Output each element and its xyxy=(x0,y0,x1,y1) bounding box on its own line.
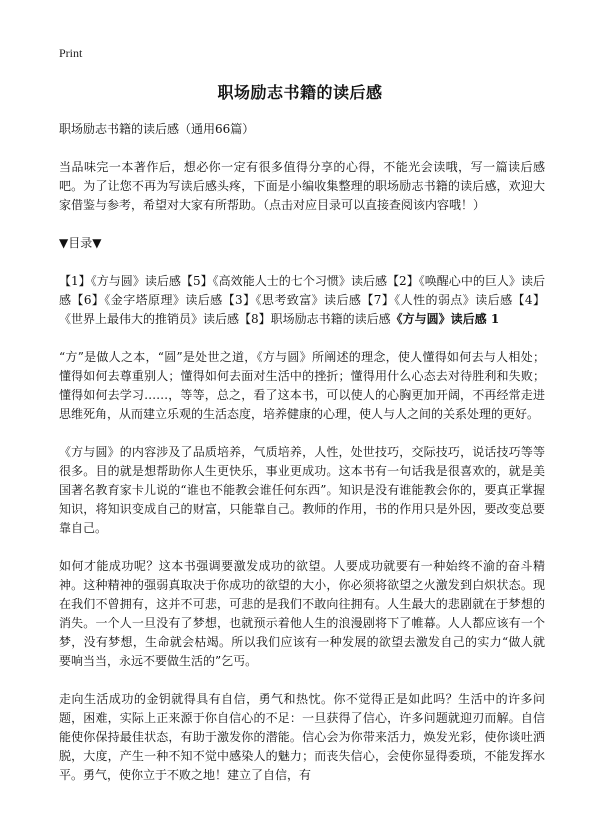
body-paragraph-1: “方”是做人之本，“圆”是处世之道，《方与圆》所阐述的理念，使人懂得如何去与人相处；懂得如何去尊重别人；懂得如何去面对生活中的挫折；懂得用什么心态去对待胜利和失败；懂得如何去学习……，等等，总之，看了这本书，可以使人的心胸更加开阔，不再经常走进思维死角，从而建立乐观的生活态度，培养健康的心理，使人与人之间的关系处理的更好。 xyxy=(59,350,545,421)
body-paragraph-2: 《方与圆》的内容涉及了品质培养，气质培养，人性，处世技巧，交际技巧，说话技巧等等很多。目的就是想帮助你人生更快乐，事业更成功。这本书有一句话我是很喜欢的，就是美国著名教育家卡儿说的“谁也不能教会谁任何东西”。知识是没有谁能教会你的，要真正掌握知识，将知识变成自己的财富，只能靠自己。教师的作用，书的作用只是外因，要改变总要靠自己。 xyxy=(59,445,545,535)
intro-paragraph: 当品味完一本著作后，想必你一定有很多值得分享的心得，不能光会读哦，写一篇读后感吧。为了让您不再为写读后感头疼，下面是小编收集整理的职场励志书籍的读后感，欢迎大家借鉴与参考，希望对大家有所帮助。（点击对应目录可以直接查阅该内容哦！） xyxy=(59,160,545,212)
body-paragraph-3: 如何才能成功呢？这本书强调要激发成功的欲望。人要成功就要有一种始终不渝的奋斗精神。这种精神的强弱真取决于你成功的欲望的大小，你必须将欲望之火激发到白炽状态。现在我们不曾拥有，这并不可悲，可悲的是我们不敢向往拥有。人生最大的悲剧就在于梦想的消失。一个人一旦没有了梦想，也就预示着他人生的浪漫剧将下了帷幕。人人都应该有一个梦，没有梦想，生命就会枯竭。所以我们应该有一种发展的欲望去激发自己的实力“做人就要响当当，永远不要做生活的”乞丐。 xyxy=(59,559,545,668)
print-link[interactable]: Print xyxy=(59,46,83,60)
article-subtitle: 职场励志书籍的读后感（通用66篇） xyxy=(59,122,255,136)
page-title: 职场励志书籍的读后感 xyxy=(217,83,383,102)
toc-label: ▼目录▼ xyxy=(59,236,102,250)
table-of-contents xyxy=(59,272,545,329)
toc-links[interactable]: 【1】《方与圆》读后感【5】《高效能人士的七个习惯》读后感【2】《唤醒心中的巨人》读后感【6】《金字塔原理》读后感【3】《思考致富》读后感【7】《人性的弱点》读后感【4】《世界上最伟大的推销员》读后感【8】职场励志书籍的读后感 xyxy=(59,274,545,326)
body-paragraph-4: 走向生活成功的金钥就得具有自信，勇气和热忱。你不觉得正是如此吗？生活中的许多问题，困难，实际上正来源于你自信心的不足：一旦获得了信心，许多问题就迎刃而解。自信能使你保持最佳状态，有助于激发你的潜能。信心会为你带来活力，焕发光彩，使你谈吐洒脱，大度，产生一种不知不觉中感染人的魅力；而丧失信心，会使你显得委琐，不能发挥水平。勇气，使你立于不败之地！建立了自信，有 xyxy=(59,692,545,782)
article-body xyxy=(59,120,545,804)
section-heading: 《方与圆》读后感 1 xyxy=(390,312,500,326)
